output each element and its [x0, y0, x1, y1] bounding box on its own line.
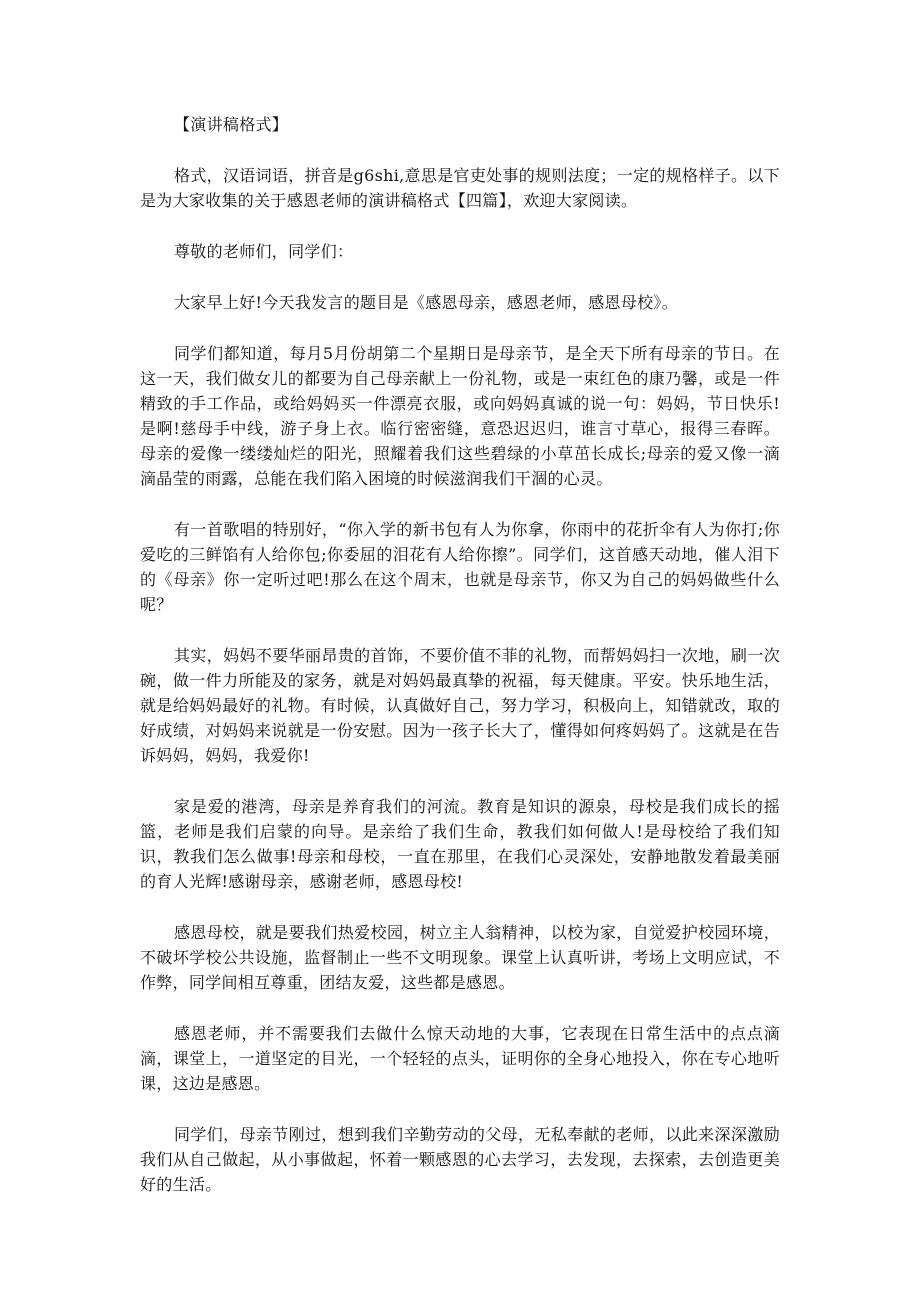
- paragraph-greeting: 尊敬的老师们，同学们：: [174, 242, 354, 261]
- paragraph-opening: 大家早上好!今天我发言的题目是《感恩母亲，感恩老师，感恩母校》。: [174, 293, 679, 312]
- paragraph-school: 感恩母校，就是要我们热爱校园，树立主人翁精神，以校为家，自觉爱护校园环境，不破坏学校公共设施，监督制止一些不文明现象。课堂上认真听讲，考场上文明应试，不作弊，同学间相互尊重，团结友爱，这些都是感恩。: [140, 923, 780, 992]
- paragraph-song: 有一首歌唱的特别好，“你入学的新书包有人为你拿，你雨中的花折伞有人为你打;你爱吃的三鲜馅有人给你包;你委屈的泪花有人给你擦”。同学们，这首感天动地，催人泪下的《母亲》你一定听过吧!那么在这个周末，也就是母亲节，你又为自己的妈妈做些什么呢？: [140, 520, 780, 614]
- paragraph-intro: 格式，汉语词语，拼音是g6shi,意思是官吏处事的规则法度；一定的规格样子。以下是为大家收集的关于感恩老师的演讲稿格式【四篇】，欢迎大家阅读。: [140, 166, 780, 210]
- document-body: [140, 112, 780, 1223]
- paragraph-mothers-day: 同学们都知道，每月5月份胡第二个星期日是母亲节，是全天下所有母亲的节日。在这一天，我们做女儿的都要为自己母亲献上一份礼物，或是一束红色的康乃馨，或是一件精致的手工作品，或给妈妈买一件漂亮衣服，或向妈妈真诚的说一句：妈妈，节日快乐!是啊!慈母手中线，游子身上衣。临行密密缝，意恐迟迟归，谁言寸草心，报得三春晖。母亲的爱像一缕缕灿烂的阳光，照耀着我们这些碧绿的小草茁长成长;母亲的爱又像一滴滴晶莹的雨露，总能在我们陷入困境的时候滋润我们干涸的心灵。: [140, 344, 780, 488]
- paragraph-closing: 同学们，母亲节刚过，想到我们辛勤劳动的父母，无私奉献的老师，以此来深深激励我们从自己做起，从小事做起，怀着一颗感恩的心去学习，去发现，去探索，去创造更美好的生活。: [140, 1125, 780, 1194]
- paragraph-gift: 其实，妈妈不要华丽昂贵的首饰，不要价值不菲的礼物，而帮妈妈扫一次地，刷一次碗，做一件力所能及的家务，就是对妈妈最真挚的祝福，每天健康。平安。快乐地生活，就是给妈妈最好的礼物。有时候，认真做好自己，努力学习，积极向上，知错就改，取的好成绩，对妈妈来说就是一份安慰。因为一孩子长大了，懂得如何疼妈妈了。这就是在告诉妈妈，妈妈，我爱你!: [140, 646, 780, 765]
- document-title: 【演讲稿格式】: [174, 115, 289, 134]
- paragraph-teacher: 感恩老师，并不需要我们去做什么惊天动地的大事，它表现在日常生活中的点点滴滴，课堂上，一道坚定的目光，一个轻轻的点头，证明你的全身心地投入，你在专心地听课，这边是感恩。: [140, 1024, 780, 1093]
- paragraph-home: 家是爱的港湾，母亲是养育我们的河流。教育是知识的源泉，母校是我们成长的摇篮，老师是我们启蒙的向导。是亲给了我们生命，教我们如何做人!是母校给了我们知识，教我们怎么做事!母亲和母校，一直在那里，在我们心灵深处，安静地散发着最美丽的育人光辉!感谢母亲，感谢老师，感恩母校!: [140, 797, 780, 891]
